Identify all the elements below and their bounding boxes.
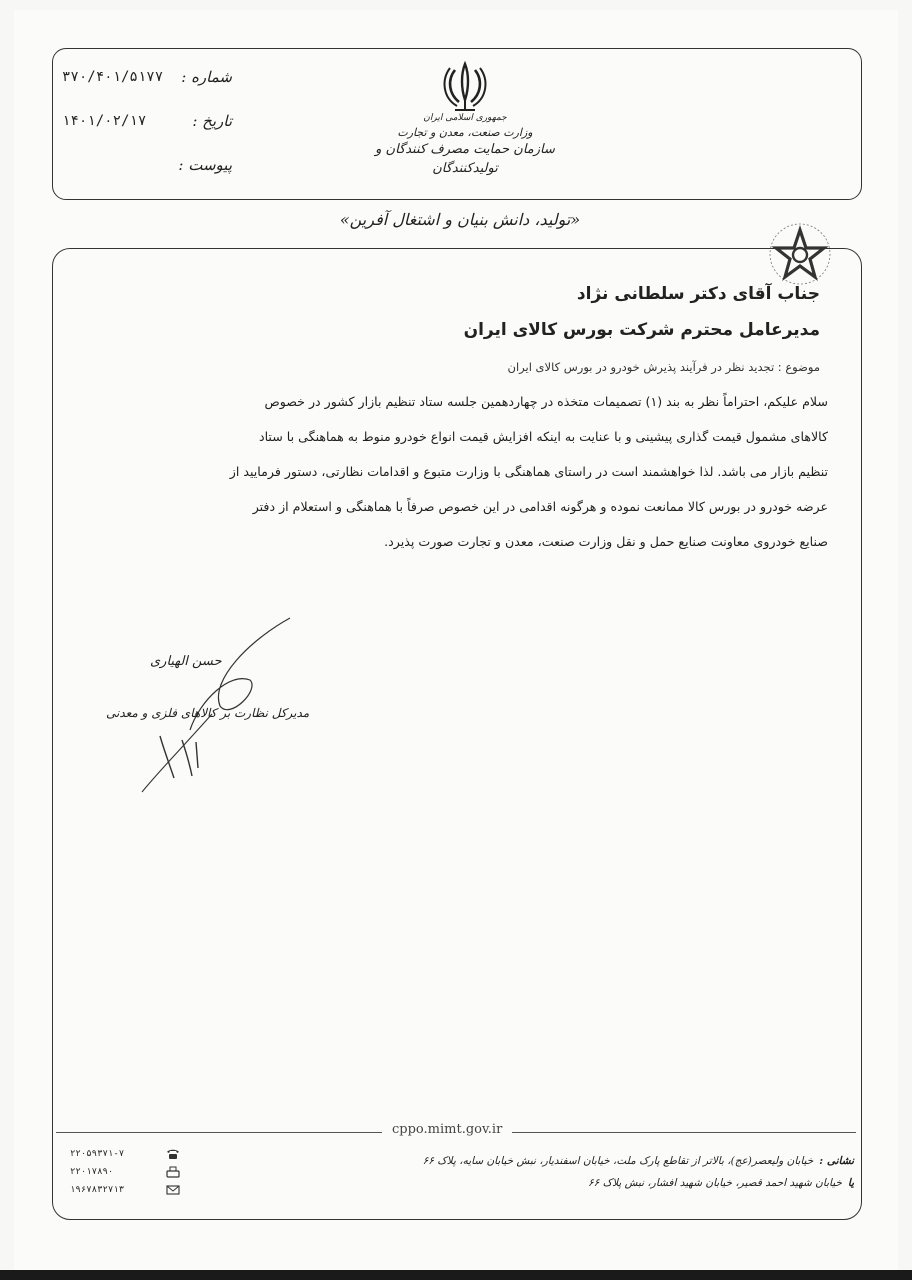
letter-number: ۳۷۰/۴۰۱/۵۱۷۷ <box>62 69 164 85</box>
addressee-title: مدیرعامل محترم شرکت بورس کالای ایران <box>463 320 820 340</box>
fax-contact <box>70 1164 180 1180</box>
address-text-2: خیابان شهید احمد قصیر، خیابان شهید افشار، نبش پلاک ۶۶ <box>588 1177 842 1189</box>
letter-subject: موضوع : تجدید نظر در فرآیند پذیرش خودرو در بورس کالای ایران <box>507 360 820 374</box>
body-line: سلام علیکم، احتراماً نظر به بند (۱) تصمیمات متخذه در چهاردهمین جلسه ستاد تنظیم بازار کشور در خصوص <box>264 394 828 409</box>
organization-name <box>360 112 570 178</box>
attachment-row <box>62 152 232 178</box>
fax-number: ۲۲۰۱۷۸۹۰ <box>70 1167 114 1177</box>
letter-date: ۱۴۰۱/۰۲/۱۷ <box>62 113 147 129</box>
organization-logo-icon <box>760 212 840 292</box>
handwritten-signature <box>100 610 310 800</box>
date-row <box>62 108 232 134</box>
body-line: کالاهای مشمول قیمت گذاری پیشینی و با عنایت به اینکه افزایش قیمت انواع خودرو منوط به هماهنگی با ستاد <box>258 429 828 444</box>
scan-edge <box>0 1270 912 1280</box>
phone-icon <box>166 1148 180 1160</box>
address-text-1: خیابان ولیعصر(عج)، بالاتر از تقاطع پارک ملت، خیابان اسفندیار، نبش خیابان سایه، پلاک ۶۶ <box>422 1155 814 1167</box>
signer-title: مدیرکل نظارت بر کالاهای فلزی و معدنی <box>106 706 310 720</box>
footer-website: cppo.mimt.gov.ir <box>382 1122 512 1137</box>
addressee-name: جناب آقای دکتر سلطانی نژاد <box>576 284 820 304</box>
postal-contact <box>70 1182 180 1198</box>
org-line-ministry: وزارت صنعت، معدن و تجارت <box>397 126 533 139</box>
national-emblem-icon <box>441 60 489 114</box>
body-line: عرضه خودرو در بورس کالا ممانعت نموده و هرگونه اقدامی در این خصوص صرفاً با هماهنگی و استعلام از دفتر <box>252 499 828 514</box>
slogan: «تولید، دانش بنیان و اشتغال آفرین» <box>339 210 581 229</box>
address-or: یا <box>847 1177 854 1189</box>
postal-code: ۱۹۶۷۸۳۲۷۱۳ <box>70 1185 125 1195</box>
letter-body <box>86 384 828 559</box>
address-line-2 <box>384 1172 854 1194</box>
body-line: تنظیم بازار می باشد. لذا خواهشمند است در راستای هماهنگی با وزارت متبوع و اقدامات نظارتی، دستور فرمایید از <box>229 464 828 479</box>
letter-meta <box>62 64 232 196</box>
address-label: نشانی : <box>819 1155 854 1167</box>
phone-number: ۲۲۰۵۹۳۷۱-۷ <box>70 1149 125 1159</box>
address-line-1 <box>384 1150 854 1172</box>
number-label: شماره : <box>181 68 232 86</box>
body-line: صنایع خودروی معاونت صنایع حمل و نقل وزارت صنعت، معدن و تجارت صورت پذیرد. <box>384 534 828 549</box>
fax-icon <box>166 1166 180 1178</box>
attachment-label: پیوست : <box>178 156 232 174</box>
org-line-republic: جمهوری اسلامی ایران <box>423 113 507 123</box>
date-label: تاریخ : <box>192 112 232 130</box>
signer-name: حسن الهیاری <box>150 654 222 669</box>
number-row <box>62 64 232 90</box>
org-line-organization: سازمان حمایت مصرف کنندگان و تولیدکنندگان <box>375 142 555 176</box>
envelope-icon <box>166 1184 180 1196</box>
phone-contact <box>70 1146 180 1162</box>
footer-address <box>384 1150 854 1194</box>
footer-contacts <box>70 1146 180 1200</box>
